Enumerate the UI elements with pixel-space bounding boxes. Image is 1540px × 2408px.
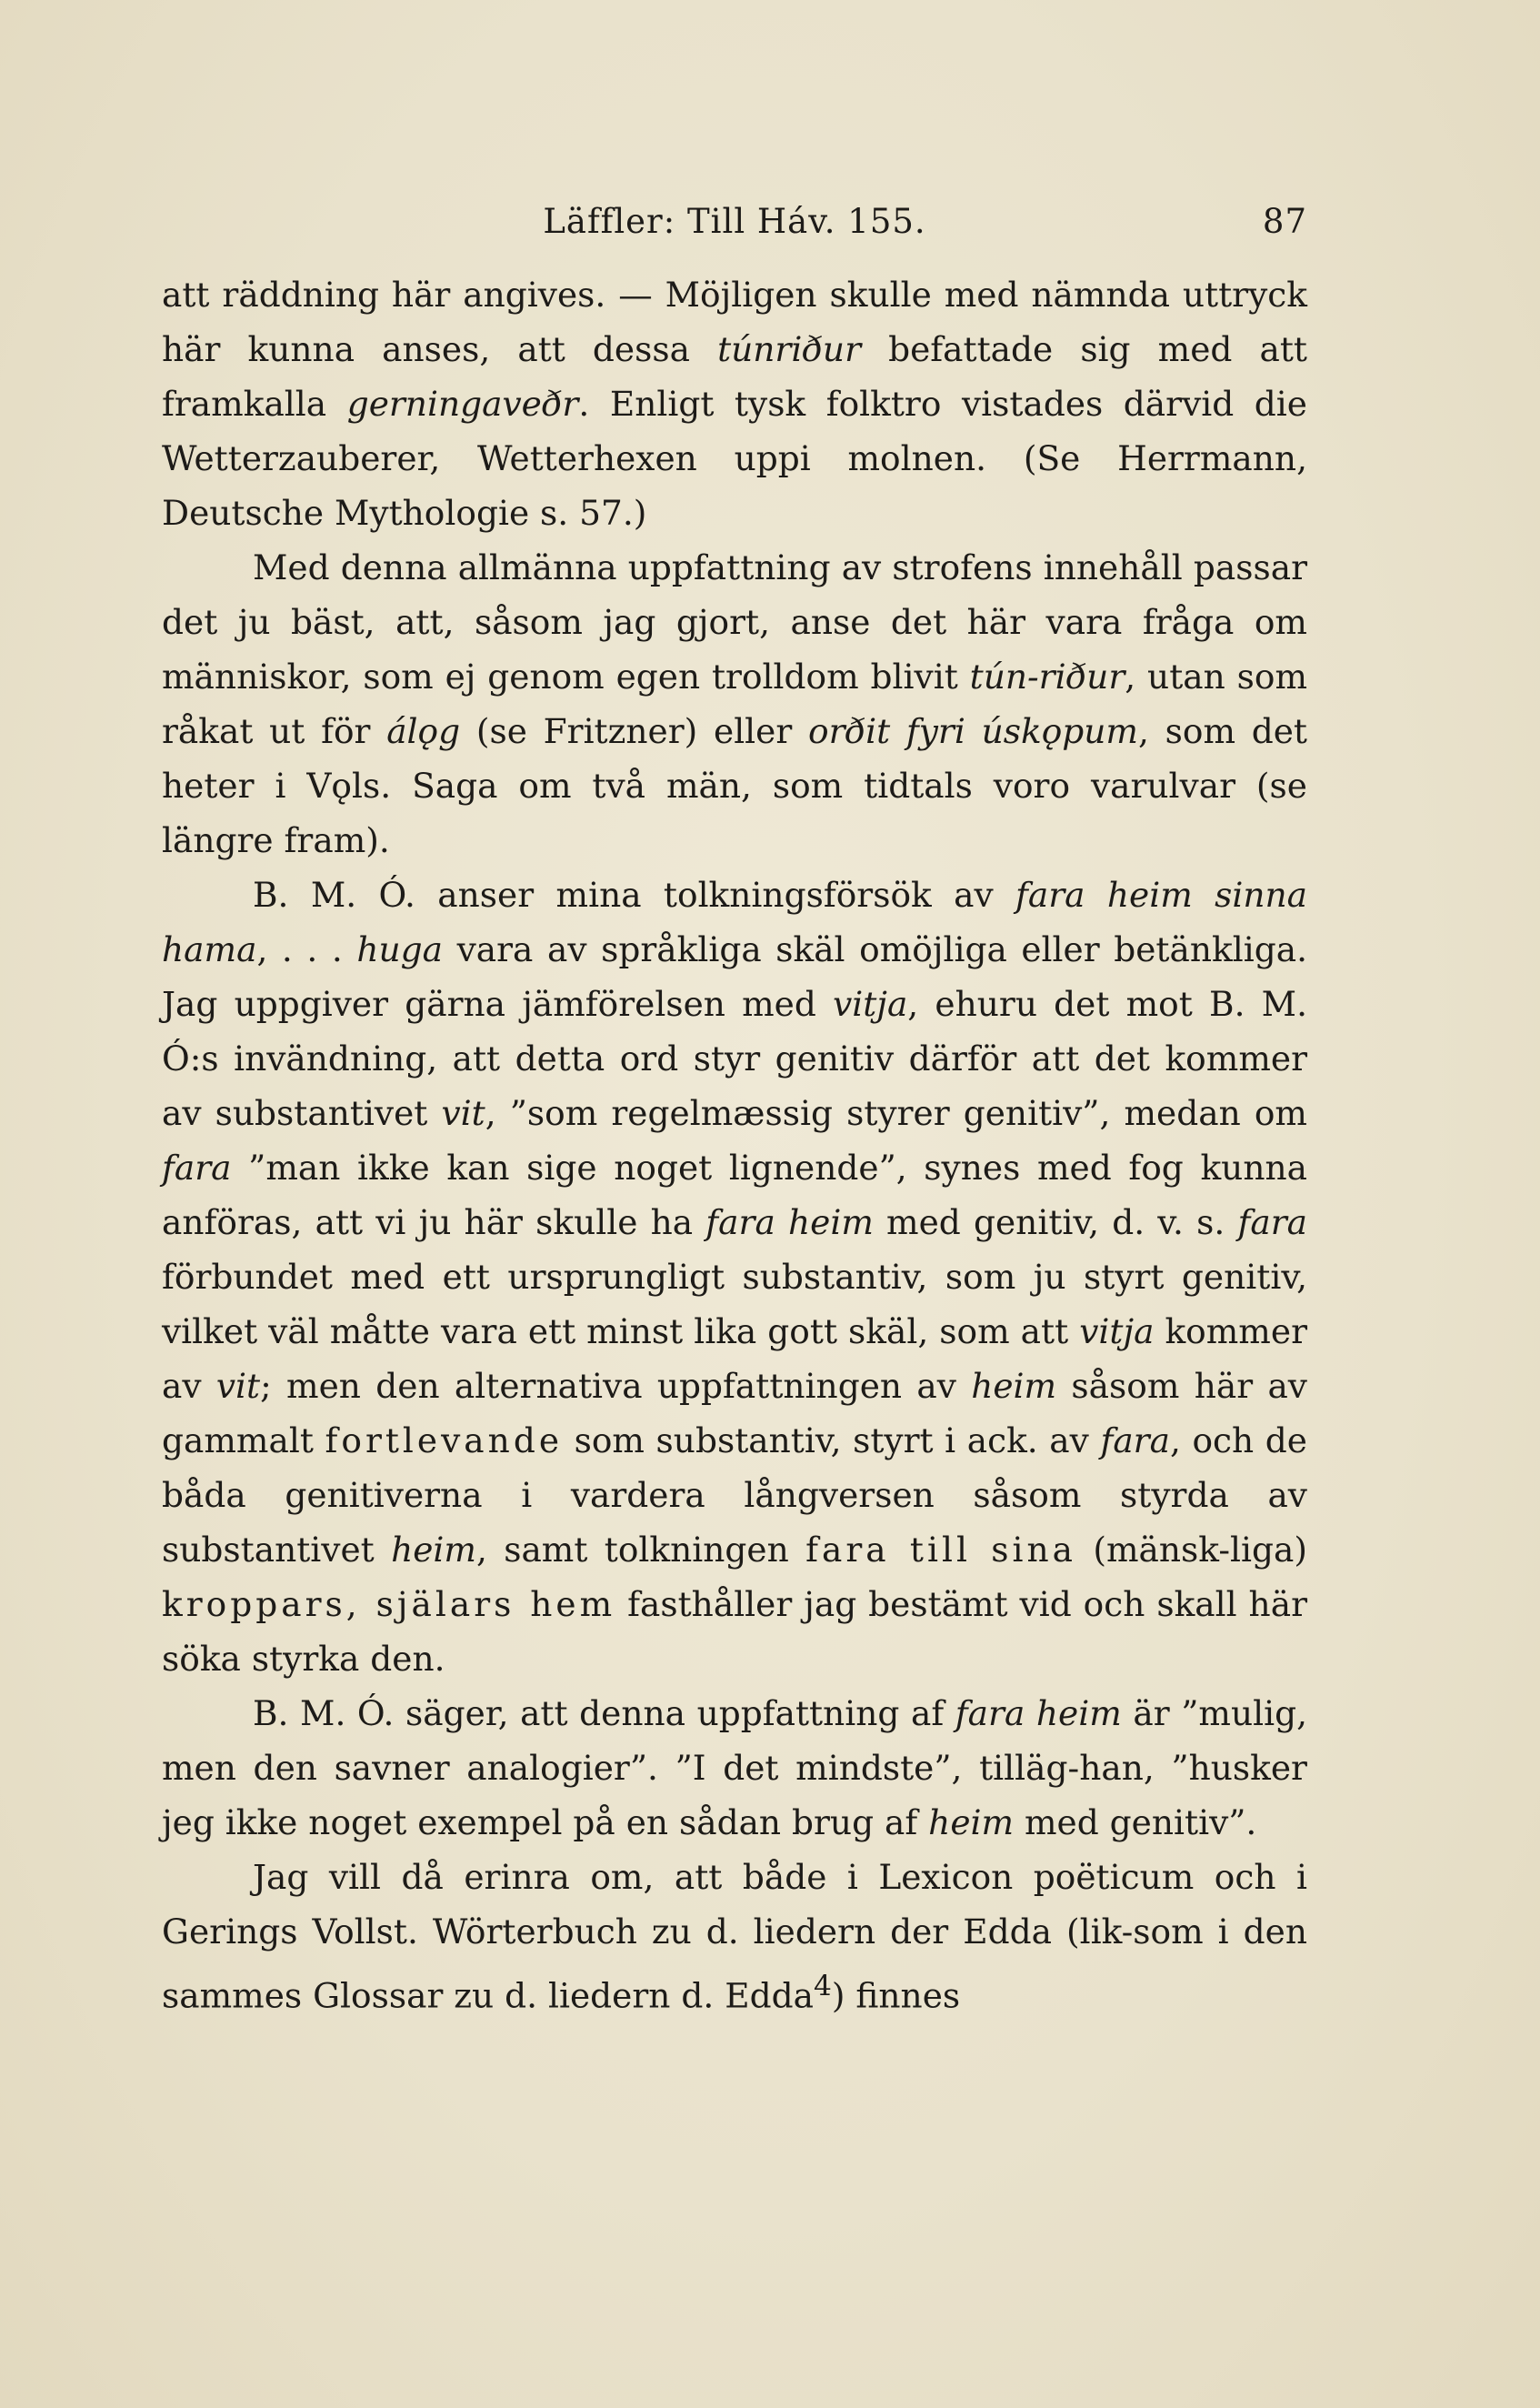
running-header (162, 202, 1307, 247)
paragraph: Med denna allmänna uppfattning av strofens innehåll passar det ju bäst, att, såsom jag gjort, anse det här vara fråga om människor, som ej genom egen trolldom blivit tún-riður, utan som råkat ut för álǫg (se Fritzner) eller orðit fyri úskǫpum, som det heter i Vǫls. Saga om två män, som tidtals voro varulvar (se längre fram). (162, 547, 1308, 860)
paragraph: B. M. Ó. säger, att denna uppfattning af fara heim är ”mulig, men den savner analogier”. ”I det mindste”, tilläg-han, ”husker jeg ikke noget exempel på en sådan brug af heim med genitiv”. (162, 1693, 1308, 1842)
paragraph: B. M. Ó. anser mina tolkningsförsök av fara heim sinna hama, . . . huga vara av språkliga skäl omöjliga eller betänkliga. Jag uppgiver gärna jämförelsen med vitja, ehuru det mot B. M. Ó:s invändning, att detta ord styr genitiv därför att det kommer av substantivet vit, ”som regelmæssig styrer genitiv”, medan om fara ”man ikke kan sige noget lignende”, synes med fog kunna anföras, att vi ju här skulle ha fara heim med genitiv, d. v. s. fara förbundet med ett ursprungligt substantiv, som ju styrt genitiv, vilket väl måtte vara ett minst lika gott skäl, som att vitja kommer av vit; men den alternativa uppfattningen av heim såsom här av gammalt fortlevande som substantiv, styrt i ack. av fara, och de båda genitiverna i vardera långversen såsom styrda av substantivet heim, samt tolkningen fara till sina (mänsk-liga) kroppars, själars hem fasthåller jag bestämt vid och skall här söka styrka den. (162, 875, 1308, 1679)
paragraph: Jag vill då erinra om, att både i Lexicon poëticum och i Gerings Vollst. Wörterbuch zu d. liedern der Edda (lik-som i den sammes Glossar zu d. liedern d. Edda$^4$) finnes (162, 1857, 1307, 2016)
header-title: Läffler: Till Háv. 155. (543, 202, 926, 241)
page-number: 87 (1262, 202, 1307, 241)
body-text (162, 267, 1307, 2023)
paragraph: att räddning här angives. — Möjligen skulle med nämnda uttryck här kunna anses, att dessa túnriður befattade sig med att framkalla gerningaveðr. Enligt tysk folktro vistades därvid die Wetterzauberer, Wetterhexen uppi molnen. (Se Herrmann, Deutsche Mythologie s. 57.) (162, 275, 1307, 533)
